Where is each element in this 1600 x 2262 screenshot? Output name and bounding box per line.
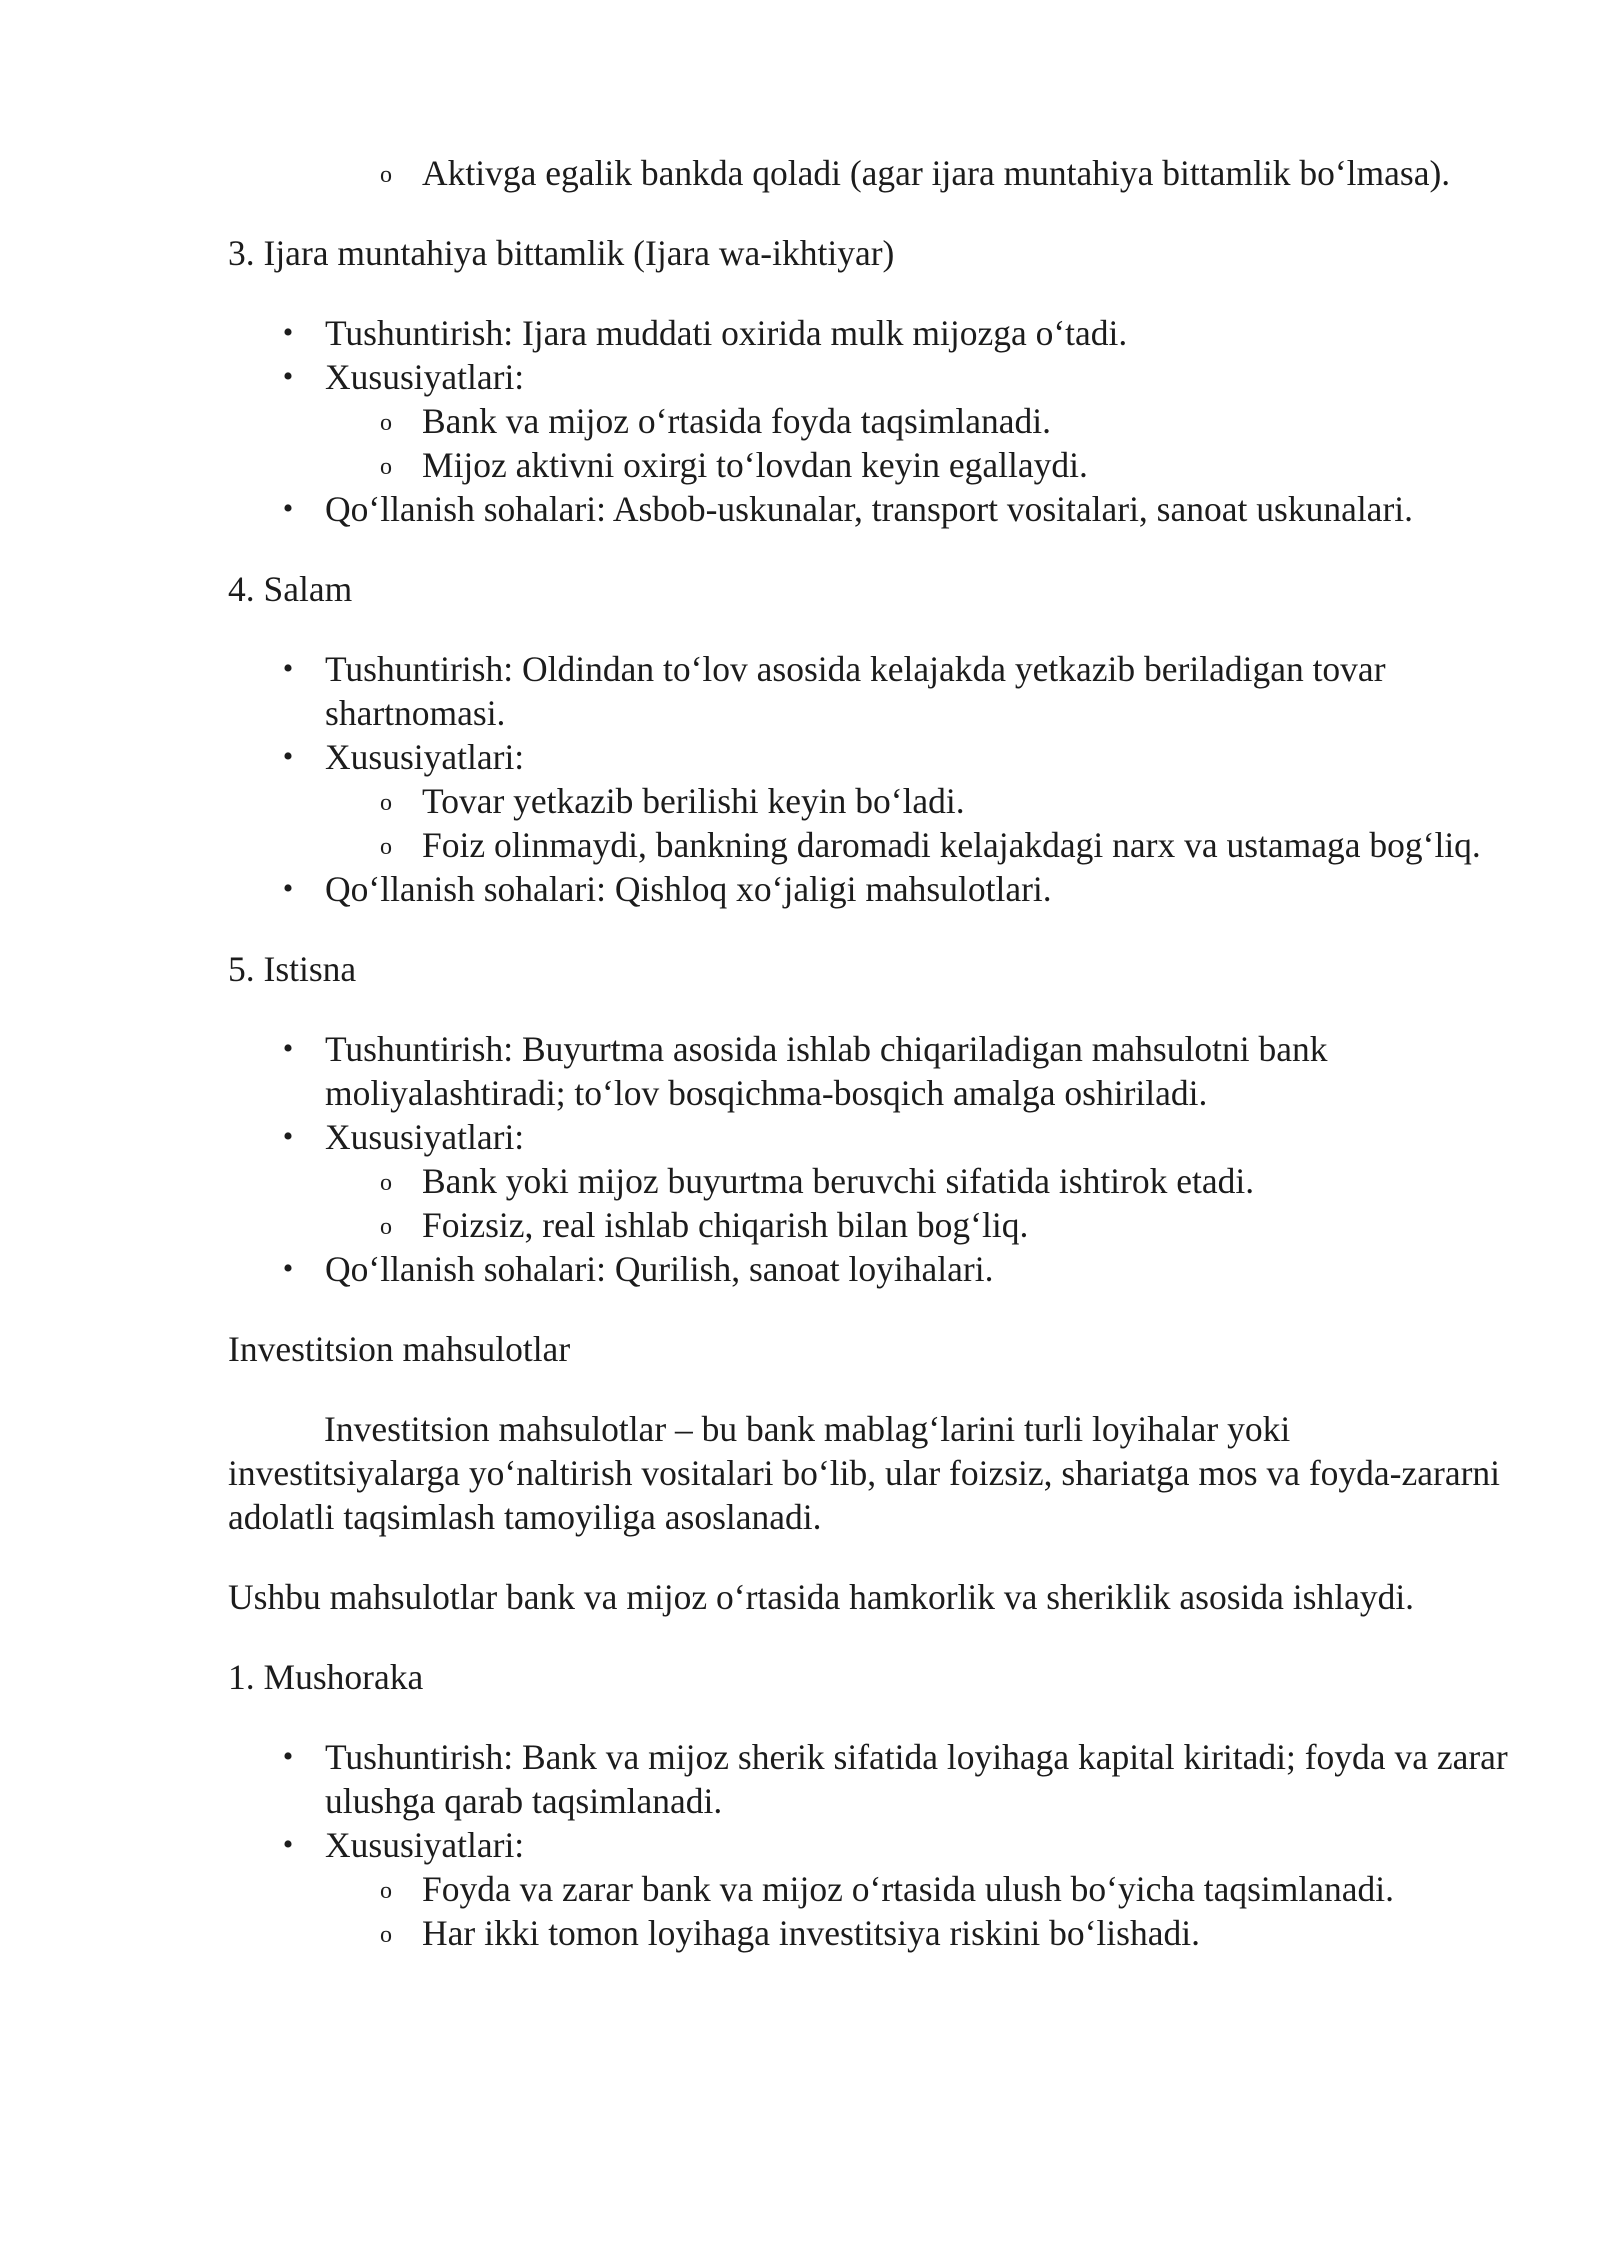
sub-item-text: Foiz olinmaydi, bankning daromadi kelajakdagi narx va ustamaga bog‘liq. [422, 825, 1481, 865]
bullet-icon: • [282, 652, 294, 685]
list-item [228, 647, 1523, 735]
list-item-text: Qo‘llanish sohalari: Qurilish, sanoat loyihalari. [325, 1249, 994, 1289]
list-item [228, 1115, 1523, 1159]
list-item [228, 1823, 1523, 1867]
sub-list-item [228, 151, 1523, 195]
paragraph: Investitsion mahsulotlar – bu bank mablag‘larini turli loyihalar yoki investitsiyalarga yo‘naltirish vositalari bo‘lib, ular foizsiz, shariatga mos va foyda-zararni adolatli taqsimlash tamoyiliga asoslanadi. [228, 1409, 1501, 1537]
sub-item-text: Bank va mijoz o‘rtasida foyda taqsimlanadi. [422, 401, 1051, 441]
bullet-icon: • [282, 872, 294, 905]
sub-bullet-icon: o [380, 1170, 392, 1196]
sub-list-item [228, 1203, 1523, 1247]
sub-bullet-icon: o [380, 454, 392, 480]
list-item-text: Xususiyatlari: [325, 357, 525, 397]
sub-list-item [228, 443, 1523, 487]
sub-item-text: Foizsiz, real ishlab chiqarish bilan bog‘liq. [422, 1205, 1029, 1245]
list-item [228, 1027, 1523, 1115]
bullet-icon: • [282, 740, 294, 773]
sub-list-item [228, 1159, 1523, 1203]
list-item-text: Tushuntirish: Bank va mijoz sherik sifatida loyihaga kapital kiritadi; foyda va zarar ulushga qarab taqsimlanadi. [325, 1737, 1508, 1821]
bullet-icon: • [282, 316, 294, 349]
list-item [228, 311, 1523, 355]
sub-item-text: Tovar yetkazib berilishi keyin bo‘ladi. [422, 781, 965, 821]
sub-list-item [228, 399, 1523, 443]
bullet-icon: • [282, 1740, 294, 1773]
bullet-icon: • [282, 1828, 294, 1861]
list-item [228, 487, 1523, 531]
sub-bullet-icon: o [380, 1878, 392, 1904]
sub-bullet-icon: o [380, 790, 392, 816]
list-item [228, 867, 1523, 911]
sub-bullet-icon: o [380, 1214, 392, 1240]
section-heading: 5. Istisna [228, 949, 357, 989]
sub-bullet-icon: o [380, 162, 392, 188]
list-item-text: Tushuntirish: Buyurtma asosida ishlab chiqariladigan mahsulotni bank moliyalashtiradi; to‘lov bosqichma-bosqich amalga oshiriladi. [325, 1029, 1328, 1113]
bullet-icon: • [282, 492, 294, 525]
list-item-text: Qo‘llanish sohalari: Asbob-uskunalar, transport vositalari, sanoat uskunalari. [325, 489, 1414, 529]
document-page [228, 151, 1523, 1955]
list-item [228, 1247, 1523, 1291]
sub-item-text: Foyda va zarar bank va mijoz o‘rtasida ulush bo‘yicha taqsimlanadi. [422, 1869, 1395, 1909]
list-item [228, 735, 1523, 779]
list-item-text: Xususiyatlari: [325, 737, 525, 777]
list-item-text: Xususiyatlari: [325, 1825, 525, 1865]
section-heading: 3. Ijara muntahiya bittamlik (Ijara wa-ikhtiyar) [228, 233, 895, 273]
sub-item-text: Bank yoki mijoz buyurtma beruvchi sifatida ishtirok etadi. [422, 1161, 1255, 1201]
list-item-text: Xususiyatlari: [325, 1117, 525, 1157]
list-item [228, 355, 1523, 399]
sub-bullet-icon: o [380, 410, 392, 436]
section-heading: Investitsion mahsulotlar [228, 1329, 571, 1369]
sub-item-text: Mijoz aktivni oxirgi to‘lovdan keyin egallaydi. [422, 445, 1088, 485]
sub-item-text: Har ikki tomon loyihaga investitsiya riskini bo‘lishadi. [422, 1913, 1200, 1953]
bullet-icon: • [282, 1032, 294, 1065]
sub-list-item [228, 823, 1523, 867]
sub-list-item [228, 1867, 1523, 1911]
list-item-text: Tushuntirish: Oldindan to‘lov asosida kelajakda yetkazib beriladigan tovar shartnomasi. [325, 649, 1386, 733]
list-item [228, 1735, 1523, 1823]
sub-item-text: Aktivga egalik bankda qoladi (agar ijara muntahiya bittamlik bo‘lmasa). [422, 153, 1451, 193]
section-heading: 4. Salam [228, 569, 353, 609]
sub-bullet-icon: o [380, 1922, 392, 1948]
paragraph: Ushbu mahsulotlar bank va mijoz o‘rtasida hamkorlik va sheriklik asosida ishlaydi. [228, 1577, 1415, 1617]
bullet-icon: • [282, 360, 294, 393]
section-heading: 1. Mushoraka [228, 1657, 424, 1697]
bullet-icon: • [282, 1252, 294, 1285]
sub-list-item [228, 1911, 1523, 1955]
continued-list [228, 151, 1523, 195]
bullet-icon: • [282, 1120, 294, 1153]
list-item-text: Qo‘llanish sohalari: Qishloq xo‘jaligi mahsulotlari. [325, 869, 1052, 909]
sub-bullet-icon: o [380, 834, 392, 860]
list-item-text: Tushuntirish: Ijara muddati oxirida mulk mijozga o‘tadi. [325, 313, 1128, 353]
sub-list-item [228, 779, 1523, 823]
